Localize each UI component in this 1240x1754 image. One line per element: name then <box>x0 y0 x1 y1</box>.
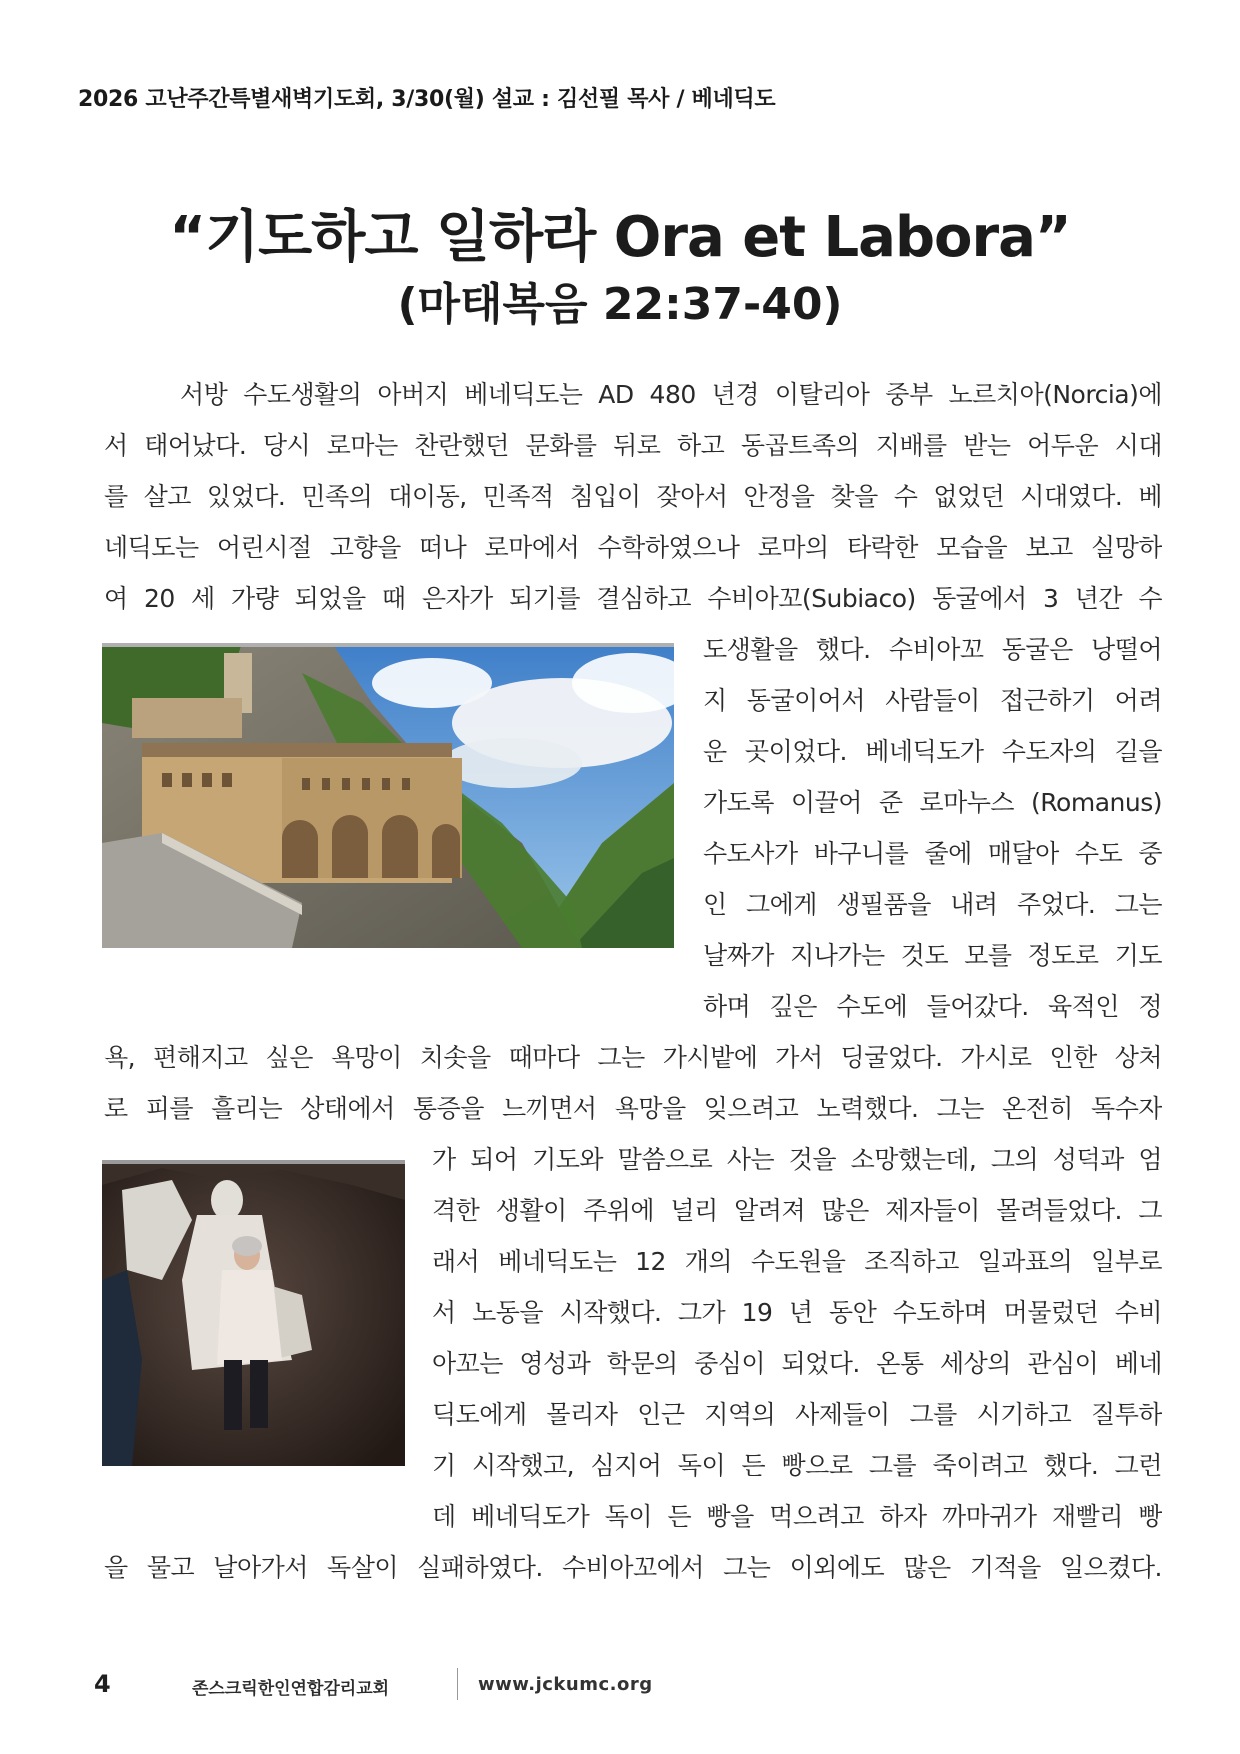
body-line: 서방 수도생활의 아버지 베네딕도는 AD 480 년경 이탈리아 중부 노르치아(Norcia)에 <box>180 380 1162 409</box>
church-url: www.jckumc.org <box>478 1674 653 1695</box>
body-line: 날짜가 지나가는 것도 모를 정도로 기도 <box>703 941 1162 970</box>
body-line: 여 20 세 가량 되었을 때 은자가 되기를 결심하고 수비아꼬(Subiaco) 동굴에서 3 년간 수 <box>104 584 1162 613</box>
body-line: 욕, 편해지고 싶은 욕망이 치솟을 때마다 그는 가시밭에 가서 딩굴었다. 가시로 인한 상처 <box>104 1043 1162 1072</box>
body-line: 아꼬는 영성과 학문의 중심이 되었다. 온통 세상의 관심이 베네 <box>432 1349 1162 1378</box>
cave-statue-photo <box>102 1160 405 1466</box>
body-line: 수도사가 바구니를 줄에 매달아 수도 중 <box>703 839 1162 868</box>
body-line: 지 동굴이어서 사람들이 접근하기 어려 <box>703 686 1162 715</box>
body-line: 인 그에게 생필품을 내려 주었다. 그는 <box>703 890 1162 919</box>
body-line: 가도록 이끌어 준 로마누스 (Romanus) <box>703 788 1162 817</box>
body-line: 서 노동을 시작했다. 그가 19 년 동안 수도하며 머물렀던 수비 <box>432 1298 1162 1327</box>
body-line: 래서 베네딕도는 12 개의 수도원을 조직하고 일과표의 일부로 <box>432 1247 1162 1276</box>
body-line: 딕도에게 몰리자 인근 지역의 사제들이 그를 시기하고 질투하 <box>432 1400 1162 1429</box>
sermon-title: “기도하고 일하라 Ora et Labora” <box>169 205 1071 270</box>
body-line: 가 되어 기도와 말씀으로 사는 것을 소망했는데, 그의 성덕과 엄 <box>432 1145 1162 1174</box>
body-line: 도생활을 했다. 수비아꼬 동굴은 낭떨어 <box>703 635 1162 664</box>
page-number: 4 <box>94 1670 111 1698</box>
body-line: 을 물고 날아가서 독살이 실패하였다. 수비아꼬에서 그는 이외에도 많은 기적을 일으켰다. <box>104 1553 1162 1582</box>
monastery-photo <box>102 643 674 948</box>
document-header: 2026 고난주간특별새벽기도회, 3/30(월) 설교 : 김선필 목사 / 베네딕도 <box>78 87 776 112</box>
scripture-reference: (마태복음 22:37-40) <box>397 279 843 330</box>
body-line: 기 시작했고, 심지어 독이 든 빵으로 그를 죽이려고 했다. 그런 <box>432 1451 1162 1480</box>
body-line: 격한 생활이 주위에 널리 알려져 많은 제자들이 몰려들었다. 그 <box>432 1196 1162 1225</box>
church-name: 존스크릭한인연합감리교회 <box>192 1679 390 1699</box>
body-line: 로 피를 흘리는 상태에서 통증을 느끼면서 욕망을 잊으려고 노력했다. 그는 온전히 독수자 <box>104 1094 1162 1123</box>
body-line: 를 살고 있었다. 민족의 대이동, 민족적 침입이 잦아서 안정을 찾을 수 없었던 시대였다. 베 <box>104 482 1162 511</box>
body-line: 데 베네딕도가 독이 든 빵을 먹으려고 하자 까마귀가 재빨리 빵 <box>432 1502 1162 1531</box>
body-line: 네딕도는 어린시절 고향을 떠나 로마에서 수학하였으나 로마의 타락한 모습을 보고 실망하 <box>104 533 1162 562</box>
body-line: 운 곳이었다. 베네딕도가 수도자의 길을 <box>703 737 1162 766</box>
body-line: 하며 깊은 수도에 들어갔다. 육적인 정 <box>703 992 1162 1021</box>
footer-divider <box>457 1668 458 1700</box>
body-line: 서 태어났다. 당시 로마는 찬란했던 문화를 뒤로 하고 동곱트족의 지배를 받는 어두운 시대 <box>104 431 1162 460</box>
